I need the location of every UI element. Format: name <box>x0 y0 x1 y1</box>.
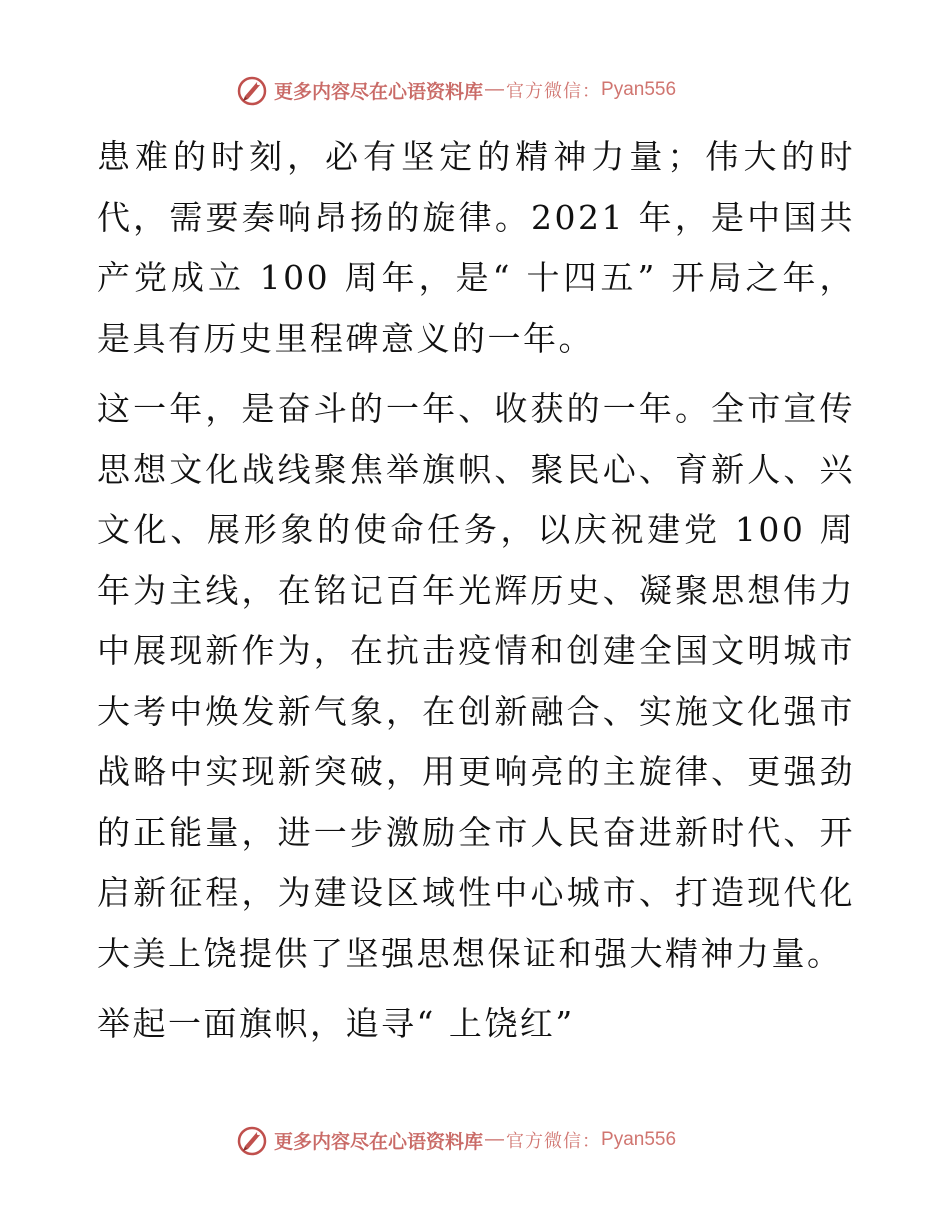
watermark-main-text: 更多内容尽在心语资料库 <box>274 1130 484 1153</box>
watermark-wechat-id: Pyan556 <box>601 79 677 100</box>
watermark-dash: — <box>485 1129 505 1150</box>
footer-watermark <box>236 1123 676 1157</box>
watermark-wechat-label: 官方微信： <box>506 81 602 102</box>
section-heading: 举起一面旗帜，追寻“ 上饶红” <box>97 1004 575 1043</box>
watermark-dash: — <box>485 79 505 100</box>
pen-logo-icon <box>236 1124 268 1156</box>
paragraph-intro: 患难的时刻，必有坚定的精神力量；伟大的时代，需要奏响昂扬的旋律。2021 年，是中国共产党成立 100 周年，是“ 十四五” 开局之年，是具有历史里程碑意义的一年。 <box>97 137 855 358</box>
watermark-main-text: 更多内容尽在心语资料库 <box>274 80 484 103</box>
paragraph-summary: 这一年，是奋斗的一年、收获的一年。全市宣传思想文化战线聚焦举旗帜、聚民心、育新人、兴文化、展形象的使命任务，以庆祝建党 100 周年为主线，在铭记百年光辉历史、凝聚思想伟力中展现新作为，在抗击疫情和创建全国文明城市大考中焕发新气象，在创新融合、实施文化强市战略中实现新突破，用更响亮的主旋律、更强劲的正能量，进一步激励全市人民奋进新时代、开启新征程，为建设区域性中心城市、打造现代化大美上饶提供了坚强思想保证和强大精神力量。 <box>97 389 855 973</box>
watermark-wechat-label: 官方微信： <box>506 1131 602 1152</box>
watermark-wechat-id: Pyan556 <box>601 1129 677 1150</box>
pen-logo-icon <box>236 74 268 106</box>
document-body <box>97 127 855 1055</box>
header-watermark <box>236 73 676 107</box>
